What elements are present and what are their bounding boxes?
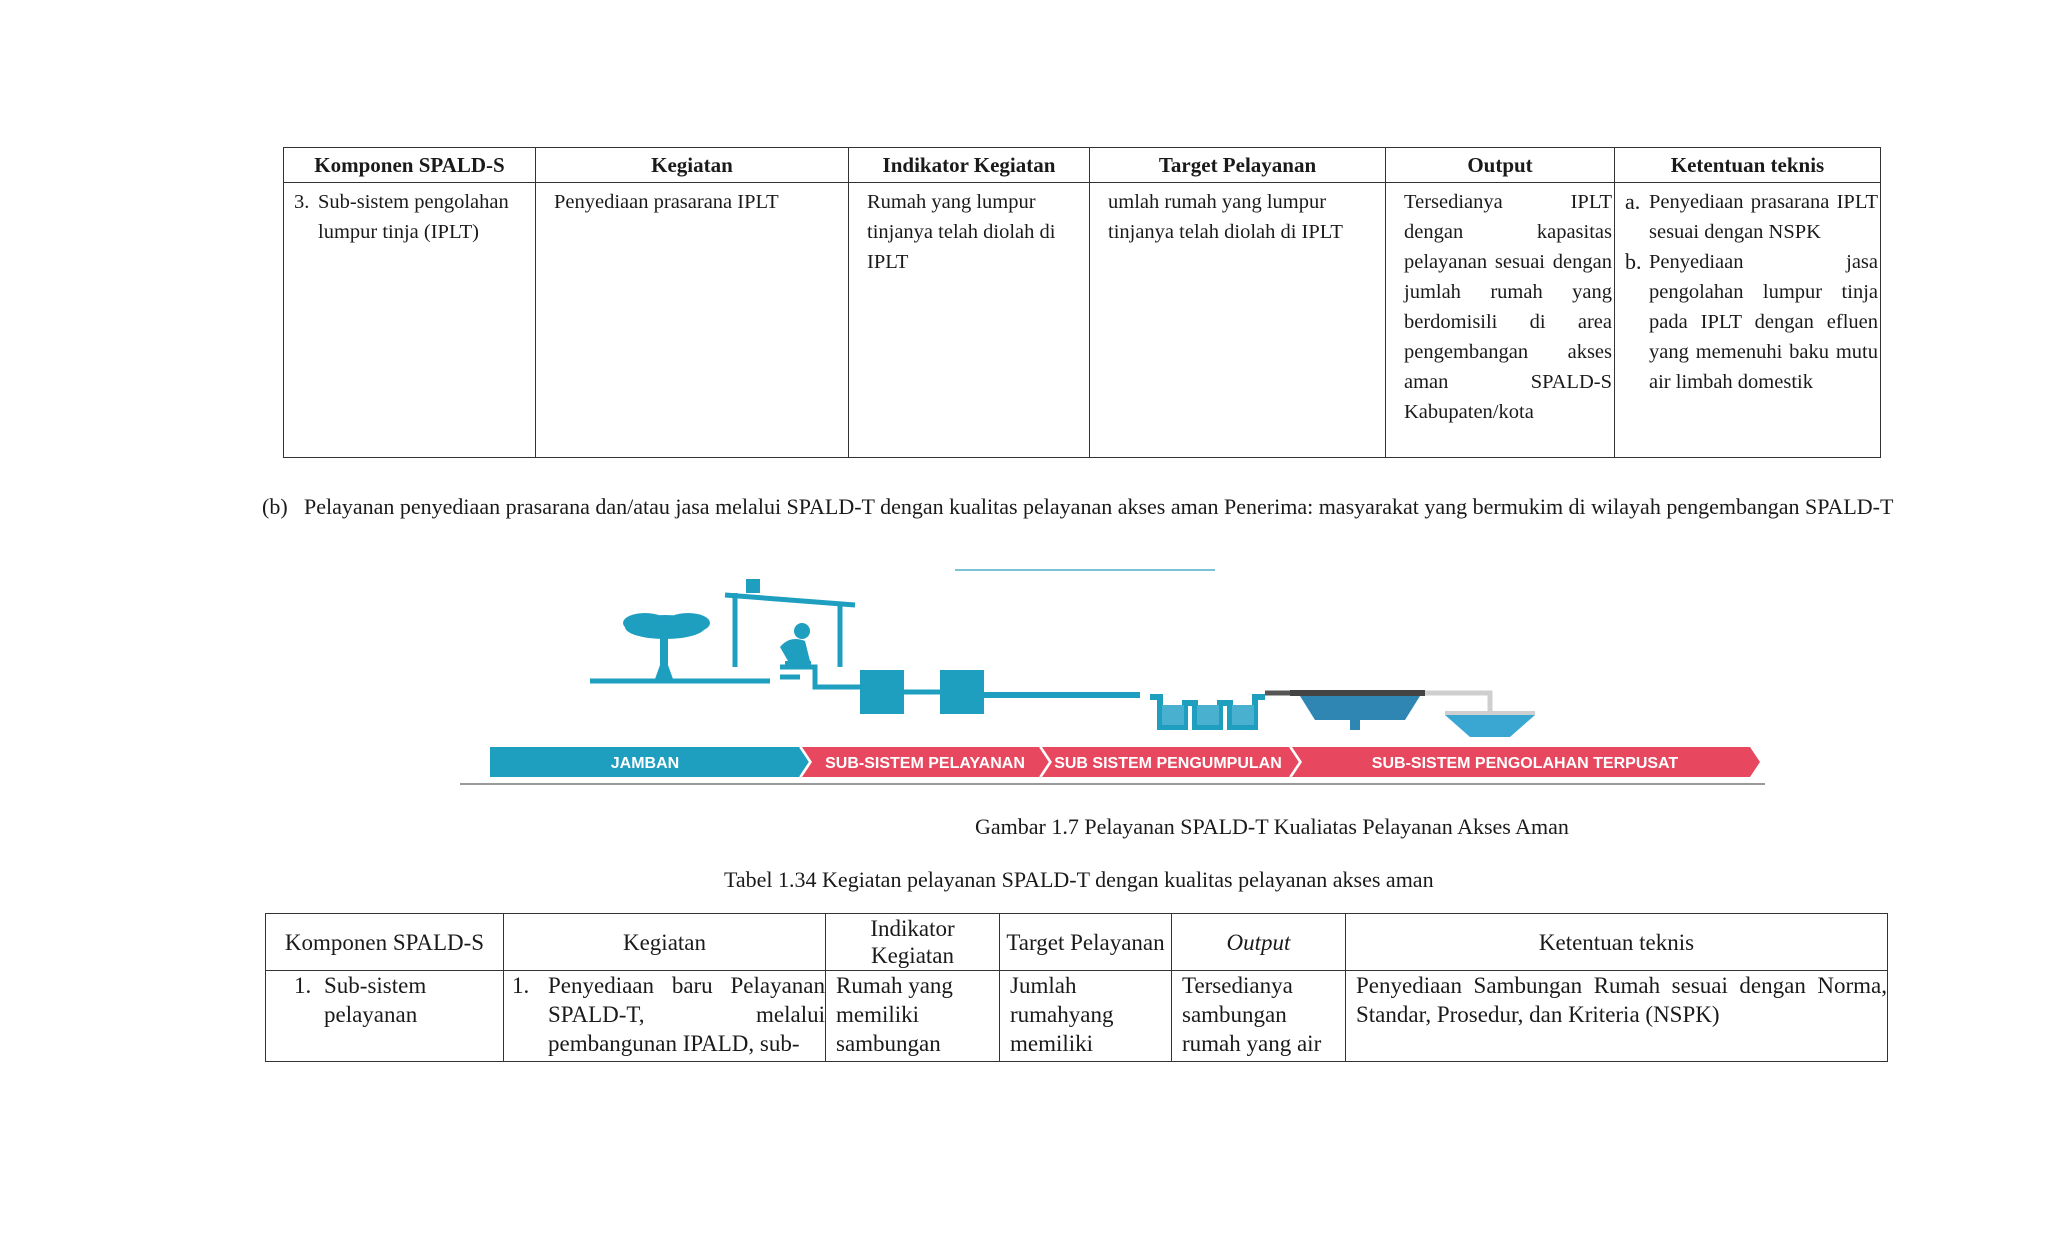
treatment-tank-icon (1150, 697, 1265, 727)
header-output: Output (1386, 148, 1615, 183)
spald-t-diagram (450, 565, 1790, 790)
table-row (284, 183, 1881, 458)
table-header-row (266, 914, 1888, 971)
paragraph-text: Pelayanan penyediaan prasarana dan/atau jasa melalui SPALD-T dengan kualitas pelayanan akses aman Penerima: masyarakat yang bermukim di wilayah pengembangan SPALD-T (304, 494, 1894, 519)
ketentuan-item-a: a. Penyediaan prasarana IPLT sesuai dengan NSPK (1625, 189, 1878, 243)
table-header-row (284, 148, 1881, 183)
header-target: Target Pelayanan (1090, 148, 1386, 183)
header-kegiatan: Kegiatan (536, 148, 849, 183)
row-number: 1. (294, 973, 312, 998)
table-row (266, 971, 1888, 1062)
cell-output: Tersedianya IPLT dengan kapasitas pelayanan sesuai dengan jumlah rumah yang berdomisili di area pengembangan akses aman SPALD-S Kabupaten/kota (1386, 183, 1615, 458)
header-indikator: Indikator Kegiatan (849, 148, 1090, 183)
komponen-text: Sub-sistem pelayanan (324, 973, 427, 1027)
cell-target: Jumlah rumahyang memiliki (1000, 971, 1172, 1062)
banner-label-pelayanan: SUB-SISTEM PELAYANAN (825, 755, 1025, 772)
cell-kegiatan (504, 971, 826, 1062)
banner-label-pengolahan: SUB-SISTEM PENGOLAHAN TERPUSAT (1371, 755, 1679, 772)
cell-kegiatan: Penyediaan prasarana IPLT (536, 183, 849, 458)
ketentuan-item-b: b. Penyediaan jasa pengolahan lumpur tinja pada IPLT dengan efluen yang memenuhi baku mutu air limbah domestik (1625, 249, 1878, 393)
pipe (780, 667, 860, 687)
header-output: Output (1172, 914, 1346, 971)
header-ketentuan: Ketentuan teknis (1615, 148, 1881, 183)
paragraph-b (262, 485, 1930, 528)
banner-label-jamban: JAMBAN (610, 755, 680, 772)
komponen-text: Sub-sistem pengolahan lumpur tinja (IPLT) (318, 191, 509, 243)
banner-label-pengumpulan: SUB SISTEM PENGUMPULAN (1054, 755, 1282, 772)
cell-komponen (266, 971, 504, 1062)
header-komponen: Komponen SPALD-S (266, 914, 504, 971)
spald-t-table (265, 913, 1888, 1062)
cell-ketentuan (1615, 183, 1881, 458)
tree-icon (623, 613, 710, 679)
kegiatan-text: Penyediaan baru Pelayanan SPALD-T, melalui pembangunan IPALD, sub- (548, 973, 825, 1056)
header-kegiatan: Kegiatan (504, 914, 826, 971)
cell-indikator: Rumah yang memiliki sambungan (826, 971, 1000, 1062)
cell-ketentuan: Penyediaan Sambungan Rumah sesuai dengan Norma, Standar, Prosedur, dan Kriteria (NSPK) (1346, 971, 1888, 1062)
cell-indikator: Rumah yang lumpur tinjanya telah diolah di IPLT (849, 183, 1090, 458)
clarifier-tank-icon (1290, 690, 1425, 730)
settling-tank-icon (1445, 693, 1535, 737)
table-caption: Tabel 1.34 Kegiatan pelayanan SPALD-T dengan kualitas pelayanan akses aman (724, 867, 1434, 892)
spald-s-table (283, 147, 1881, 458)
cell-komponen (284, 183, 536, 458)
cell-target: umlah rumah yang lumpur tinjanya telah diolah di IPLT (1090, 183, 1386, 458)
interceptor-tank-2 (940, 670, 984, 714)
header-ketentuan: Ketentuan teknis (1346, 914, 1888, 971)
header-target: Target Pelayanan (1000, 914, 1172, 971)
interceptor-tank-1 (860, 670, 904, 714)
spald-t-figure (450, 565, 1790, 790)
figure-caption: Gambar 1.7 Pelayanan SPALD-T Kualiatas Pelayanan Akses Aman (975, 814, 1569, 839)
row-number: 3. (294, 191, 310, 213)
cell-output: Tersedianya sambungan rumah yang air (1172, 971, 1346, 1062)
header-indikator: Indikator Kegiatan (826, 914, 1000, 971)
person-icon (780, 623, 811, 667)
process-banner (460, 747, 1765, 784)
kegiatan-number: 1. (512, 973, 530, 998)
header-komponen: Komponen SPALD-S (284, 148, 536, 183)
paragraph-label: (b) (262, 494, 288, 519)
